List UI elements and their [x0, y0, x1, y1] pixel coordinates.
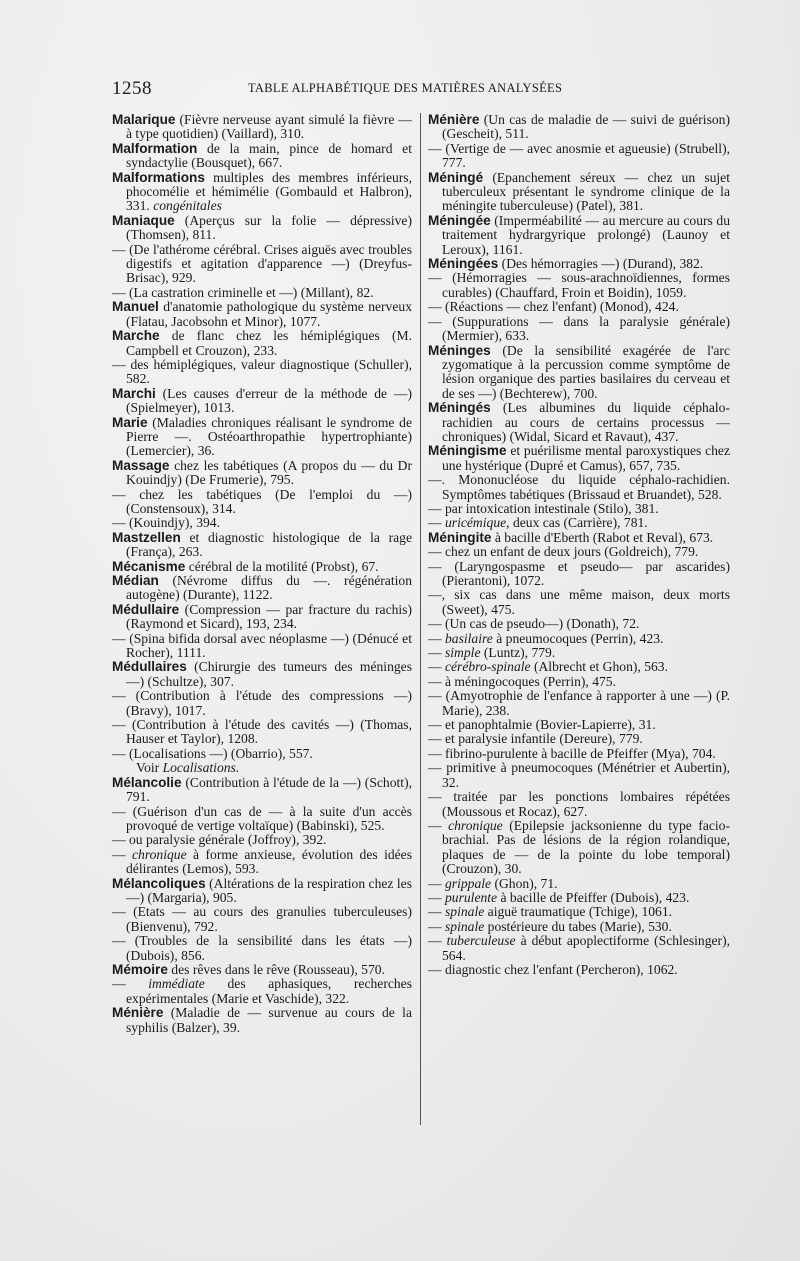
entry-text: chez les tabétiques (A propos du — du Dr Kouindjy) (De Frumerie), 795. [126, 457, 412, 488]
index-entry [112, 243, 412, 286]
entry-text: (Fièvre nerveuse ayant simulé la fièvre — à type quotidien) (Vaillard), 310. [126, 112, 412, 142]
entry-text: (Ghon), 71. [491, 875, 558, 891]
entry-text: — des hémiplégiques, valeur diagnostique (Schuller), 582. [112, 356, 412, 387]
see-also-label: Voir [136, 760, 160, 776]
index-entry [428, 819, 730, 877]
index-entry [428, 502, 730, 516]
entry-headword: Massage [112, 457, 170, 473]
index-entry [112, 214, 412, 243]
index-entry [112, 329, 412, 358]
entry-text: (Aperçus sur la folie — dépressive) (Thomsen), 811. [126, 212, 412, 243]
index-entry [112, 171, 412, 214]
entry-headword: Marchi [112, 385, 156, 401]
index-entry [112, 632, 412, 661]
entry-headword: Manuel [112, 299, 159, 315]
entry-text: et puérilisme mental paroxystiques chez une hystérique (Dupré et Camus), 657, 735. [442, 443, 730, 473]
entry-text: (Maladie de — survenue au cours de la syphilis (Balzer), 39. [126, 1005, 412, 1035]
entry-italic-qualifier: tuberculeuse [441, 933, 516, 949]
index-column-left [112, 113, 412, 1035]
entry-text: (Un cas de maladie de — suivi de guérison) (Gescheit), 511. [442, 112, 730, 142]
entry-text: (Imperméabilité — au mercure au cours du traitement hydrargyrique prolongé) (Launoy et Leroux), 1161. [442, 212, 730, 257]
entry-text: — à méningocoques (Perrin), 475. [428, 673, 617, 689]
index-entry [112, 877, 412, 906]
entry-headword: Méningée [428, 212, 491, 228]
index-entry [428, 732, 730, 746]
entry-text: — primitive à pneumocoques (Ménétrier et Aubertin), 32. [428, 760, 730, 790]
index-entry [428, 171, 730, 214]
entry-text: — (La castration criminelle et —) (Millant), 82. [112, 284, 374, 300]
index-entry [112, 387, 412, 416]
entry-text: — [428, 630, 442, 646]
index-entry [428, 300, 730, 314]
page-number: 1258 [112, 78, 152, 99]
index-entry [428, 257, 730, 271]
index-entry [112, 142, 412, 171]
entry-text: — et paralysie infantile (Dereure), 779. [428, 731, 643, 747]
entry-text: — (Vertige de — avec anosmie et agueusie) (Strubell), 777. [428, 140, 730, 171]
entry-text: (Albrecht et Ghon), 563. [530, 659, 668, 675]
index-entry [112, 833, 412, 847]
entry-text: — [428, 515, 442, 531]
index-entry [112, 977, 412, 1006]
entry-text: (De la sensibilité exagérée de l'arc zygomatique à la percussion comme symptôme de lésion organique des parties basilaires du cerveau et de ses —) (Bechterew), 700. [442, 342, 730, 401]
entry-text: (Epilepsie jacksonienne du type facio-brachial. Pas de lésions de la région rolandique, plaques de — de la pointe du lobe temporal) (Crouzon), 30. [442, 817, 730, 877]
entry-text: — chez les tabétiques (De l'emploi du —) (Constensoux), 314. [112, 486, 412, 516]
index-entry [112, 531, 412, 560]
entry-headword: Ménière [428, 112, 480, 127]
entry-text: (Névrome diffus du —. régénération autogène) (Durante), 1122. [126, 573, 412, 603]
entry-text: cérébral de la motilité (Probst), 67. [185, 558, 379, 574]
index-entry [112, 660, 412, 689]
index-entry [112, 113, 412, 142]
entry-text: aiguë traumatique (Tchige), 1061. [484, 904, 673, 920]
entry-text: d'anatomie pathologique du système nerveux (Flatau, Jacobsohn et Minor), 1077. [126, 299, 412, 329]
index-entry [428, 473, 730, 502]
index-entry [112, 963, 412, 977]
index-entry [428, 689, 730, 718]
index-entry [428, 675, 730, 689]
entry-text: — (Laryngospasme et pseudo— par ascarides) (Pierantoni), 1072. [428, 558, 730, 588]
entry-text: (Des hémorragies —) (Durand), 382. [498, 256, 704, 272]
running-title: TABLE ALPHABÉTIQUE DES MATIÈRES ANALYSÉES [248, 81, 563, 95]
entry-headword: Méningés [428, 400, 491, 416]
entry-italic-qualifier: grippale [441, 875, 492, 891]
index-entry [112, 805, 412, 834]
entry-text: — [428, 904, 442, 920]
entry-headword: Médullaires [112, 659, 187, 675]
index-entry [112, 286, 412, 300]
index-entry [428, 531, 730, 545]
index-entry [428, 271, 730, 300]
entry-headword: Ménière [112, 1005, 164, 1021]
index-entry [428, 905, 730, 919]
entry-text: — (Hémorragies — sous-arachnoïdiennes, formes curables) (Chauffard, Froin et Boidin), 1059. [428, 270, 730, 300]
index-entry [112, 416, 412, 459]
entry-italic-qualifier: immédiate [125, 976, 205, 992]
index-entry [112, 603, 412, 632]
index-entry [428, 790, 730, 819]
entry-italic-qualifier: purulente [441, 889, 498, 905]
entry-text: — ou paralysie générale (Joffroy), 392. [112, 832, 327, 848]
entry-text: des aphasiques, recherches expérimentales (Marie et Vaschide), 322. [126, 976, 413, 1006]
entry-headword: Marche [112, 328, 160, 344]
entry-text: — [112, 846, 126, 862]
entry-text: , deux cas (Carrière), 781. [506, 515, 648, 531]
index-entry [428, 877, 730, 891]
index-entry [428, 891, 730, 905]
index-entry [428, 920, 730, 934]
entry-text: — (Amyotrophie de l'enfance à rapporter à une —) (P. Marie), 238. [428, 688, 730, 718]
index-entry [428, 142, 730, 171]
index-entry [112, 560, 412, 574]
entry-text: —, six cas dans une même maison, deux morts (Sweet), 475. [428, 587, 730, 617]
index-entry [428, 747, 730, 761]
entry-text: — [428, 918, 442, 934]
index-entry [428, 632, 730, 646]
entry-headword: Mémoire [112, 961, 168, 977]
entry-text: (Chirurgie des tumeurs des méninges —) (Schultze), 307. [126, 659, 412, 689]
entry-headword: Malformations [112, 169, 205, 185]
entry-text: — (Un cas de pseudo—) (Donath), 72. [428, 616, 640, 632]
page-header [112, 78, 722, 102]
index-entry [428, 963, 730, 977]
entry-text: postérieure du tabes (Marie), 530. [484, 918, 672, 934]
entry-text: — par intoxication intestinale (Stilo), 381. [428, 500, 659, 516]
index-entry [428, 660, 730, 674]
entry-text: de la main, pince de homard et syndactylie (Bousquet), 667. [126, 140, 412, 171]
index-entry [112, 761, 412, 775]
index-entry [428, 315, 730, 344]
entry-text: (Altérations de la respiration chez les —) (Margaria), 905. [126, 875, 412, 905]
entry-text: — fibrino-purulente à bacille de Pfeiffer (Mya), 704. [428, 745, 716, 761]
entry-headword: Méningé [428, 169, 484, 185]
index-entry [428, 934, 730, 963]
index-entry [112, 574, 412, 603]
index-entry [428, 545, 730, 559]
entry-text: — [428, 817, 442, 833]
index-entry [428, 761, 730, 790]
entry-text: des rêves dans le rêve (Rousseau), 570. [167, 961, 385, 977]
entry-text: — diagnostic chez l'enfant (Percheron), 1062. [428, 961, 678, 977]
entry-headword: Mécanisme [112, 558, 186, 574]
column-divider [420, 113, 421, 1125]
entry-text: — (De l'athérome cérébral. Crises aiguës avec troubles digestifs et agitation d'apparence —) (Dreyfus-Brisac), 929. [112, 241, 412, 286]
entry-text: (Contribution à l'étude de la —) (Schott), 791. [126, 774, 412, 805]
entry-text: (Luntz), 779. [480, 645, 556, 661]
entry-headword: Méningite [428, 529, 492, 545]
index-entry [428, 646, 730, 660]
index-entry [428, 444, 730, 473]
see-also-target: Localisations. [159, 760, 240, 776]
entry-italic-qualifier: simple [441, 645, 481, 661]
entry-text: — [428, 933, 442, 949]
entry-headword: Mélancoliques [112, 875, 206, 891]
index-entry [112, 718, 412, 747]
entry-text: à début apoplectiforme (Schlesinger), 564. [442, 933, 730, 963]
entry-headword: Maniaque [112, 212, 175, 228]
index-entry [112, 776, 412, 805]
index-entry [428, 516, 730, 530]
entry-text: — traitée par les ponctions lombaires répétées (Moussous et Rocaz), 627. [428, 789, 730, 819]
entry-text: — (Kouindjy), 394. [112, 515, 220, 531]
entry-headword: Mastzellen [112, 529, 181, 545]
entry-text: — (Contribution à l'étude des compressions —) (Bravy), 1017. [112, 688, 412, 718]
entry-text: — [428, 645, 442, 661]
entry-text: (Compression — par fracture du rachis) (Raymond et Sicard), 193, 234. [126, 601, 412, 632]
entry-italic-qualifier: spinale [441, 918, 485, 934]
index-column-right [428, 113, 730, 977]
entry-text: à pneumocoques (Perrin), 423. [492, 630, 664, 646]
entry-headword: Médullaire [112, 601, 180, 617]
index-entry [112, 905, 412, 934]
entry-text: multiples des membres inférieurs, phocomélie et hémimélie (Gombauld et Halbron), 331. [126, 169, 412, 214]
entry-headword: Marie [112, 414, 148, 430]
entry-text: — (Localisations —) (Obarrio), 557. [112, 745, 313, 761]
entry-text: à forme anxieuse, évolution des idées délirantes (Lemos), 593. [126, 846, 412, 877]
index-entry [428, 401, 730, 444]
index-entry [112, 1006, 412, 1035]
entry-text: (Maladies chroniques réalisant le syndrome de Pierre —. Ostéoarthropathie hypertrophiante) (Lemercier), 36. [126, 414, 412, 459]
entry-italic-qualifier: spinale [441, 904, 485, 920]
entry-headword: Malformation [112, 140, 198, 156]
entry-headword: Mélancolie [112, 774, 182, 790]
entry-text: — et panophtalmie (Bovier-Lapierre), 31. [428, 717, 656, 733]
entry-italic-qualifier: congénitales [149, 198, 222, 214]
entry-text: (Les causes d'erreur de la méthode de —) (Spielmeyer), 1013. [126, 385, 412, 416]
entry-text: — (Etats — au cours des granulies tuberculeuses) (Bienvenu), 792. [112, 904, 412, 934]
entry-text: — (Réactions — chez l'enfant) (Monod), 424. [428, 299, 679, 315]
entry-text: à bacille de Pfeiffer (Dubois), 423. [497, 889, 690, 905]
entry-text: (Les albumines du liquide céphalo-rachidien au cours de certains processus — chroniques) (Widal, Sicard et Ravaut), 437. [442, 400, 730, 444]
index-entry [428, 113, 730, 142]
index-entry [428, 617, 730, 631]
index-entry [428, 718, 730, 732]
entry-italic-qualifier: chronique [441, 817, 503, 833]
entry-headword: Méningisme [428, 443, 507, 459]
index-entry [428, 588, 730, 617]
entry-italic-qualifier: chronique [125, 846, 187, 862]
entry-italic-qualifier: basilaire [441, 630, 493, 646]
entry-text: — [428, 889, 442, 905]
entry-text: — (Guérison d'un cas de — à la suite d'un accès provoqué de vertige voltaïque) (Babinski), 525. [112, 803, 412, 833]
entry-headword: Malarique [112, 112, 176, 127]
entry-text: —. Mononucléose du liquide céphalo-rachidien. Symptômes tabétiques (Brissaud et Bruandet), 528. [428, 472, 730, 502]
entry-italic-qualifier: uricémique [441, 515, 507, 531]
entry-italic-qualifier: cérébro-spinale [441, 659, 531, 675]
index-entry [112, 516, 412, 530]
index-entry [112, 848, 412, 877]
index-entry [428, 214, 730, 257]
index-entry [112, 488, 412, 517]
index-entry [112, 747, 412, 761]
entry-text: — [112, 976, 126, 992]
entry-headword: Méninges [428, 342, 491, 358]
entry-text: — (Troubles de la sensibilité dans les états —) (Dubois), 856. [112, 933, 412, 963]
entry-headword: Méningées [428, 256, 499, 272]
index-entry [428, 560, 730, 589]
entry-text: — (Spina bifida dorsal avec néoplasme —) (Dénucé et Rocher), 1111. [112, 630, 412, 661]
index-entry [112, 300, 412, 329]
entry-text: — chez un enfant de deux jours (Goldreich), 779. [428, 544, 699, 560]
entry-text: de flanc chez les hémiplégiques (M. Campbell et Crouzon), 233. [126, 328, 412, 358]
entry-headword: Médian [112, 573, 159, 588]
index-entry [112, 934, 412, 963]
index-entry [112, 358, 412, 387]
entry-text: — [428, 875, 442, 891]
index-entry [112, 689, 412, 718]
entry-text: — [428, 659, 442, 675]
entry-text: — (Suppurations — dans la paralysie générale) (Mermier), 633. [428, 313, 730, 344]
entry-text: (Epanchement séreux — chez un sujet tuberculeux présentant le syndrome clinique de la méningite tuberculeuse) (Patel), 381. [442, 169, 730, 214]
entry-text: — (Contribution à l'étude des cavités —) (Thomas, Hauser et Taylor), 1208. [112, 717, 412, 747]
entry-text: et diagnostic histologique de la rage (França), 263. [126, 529, 412, 560]
entry-text: à bacille d'Eberth (Rabot et Reval), 673. [491, 529, 714, 545]
index-entry [428, 344, 730, 402]
index-entry [112, 459, 412, 488]
